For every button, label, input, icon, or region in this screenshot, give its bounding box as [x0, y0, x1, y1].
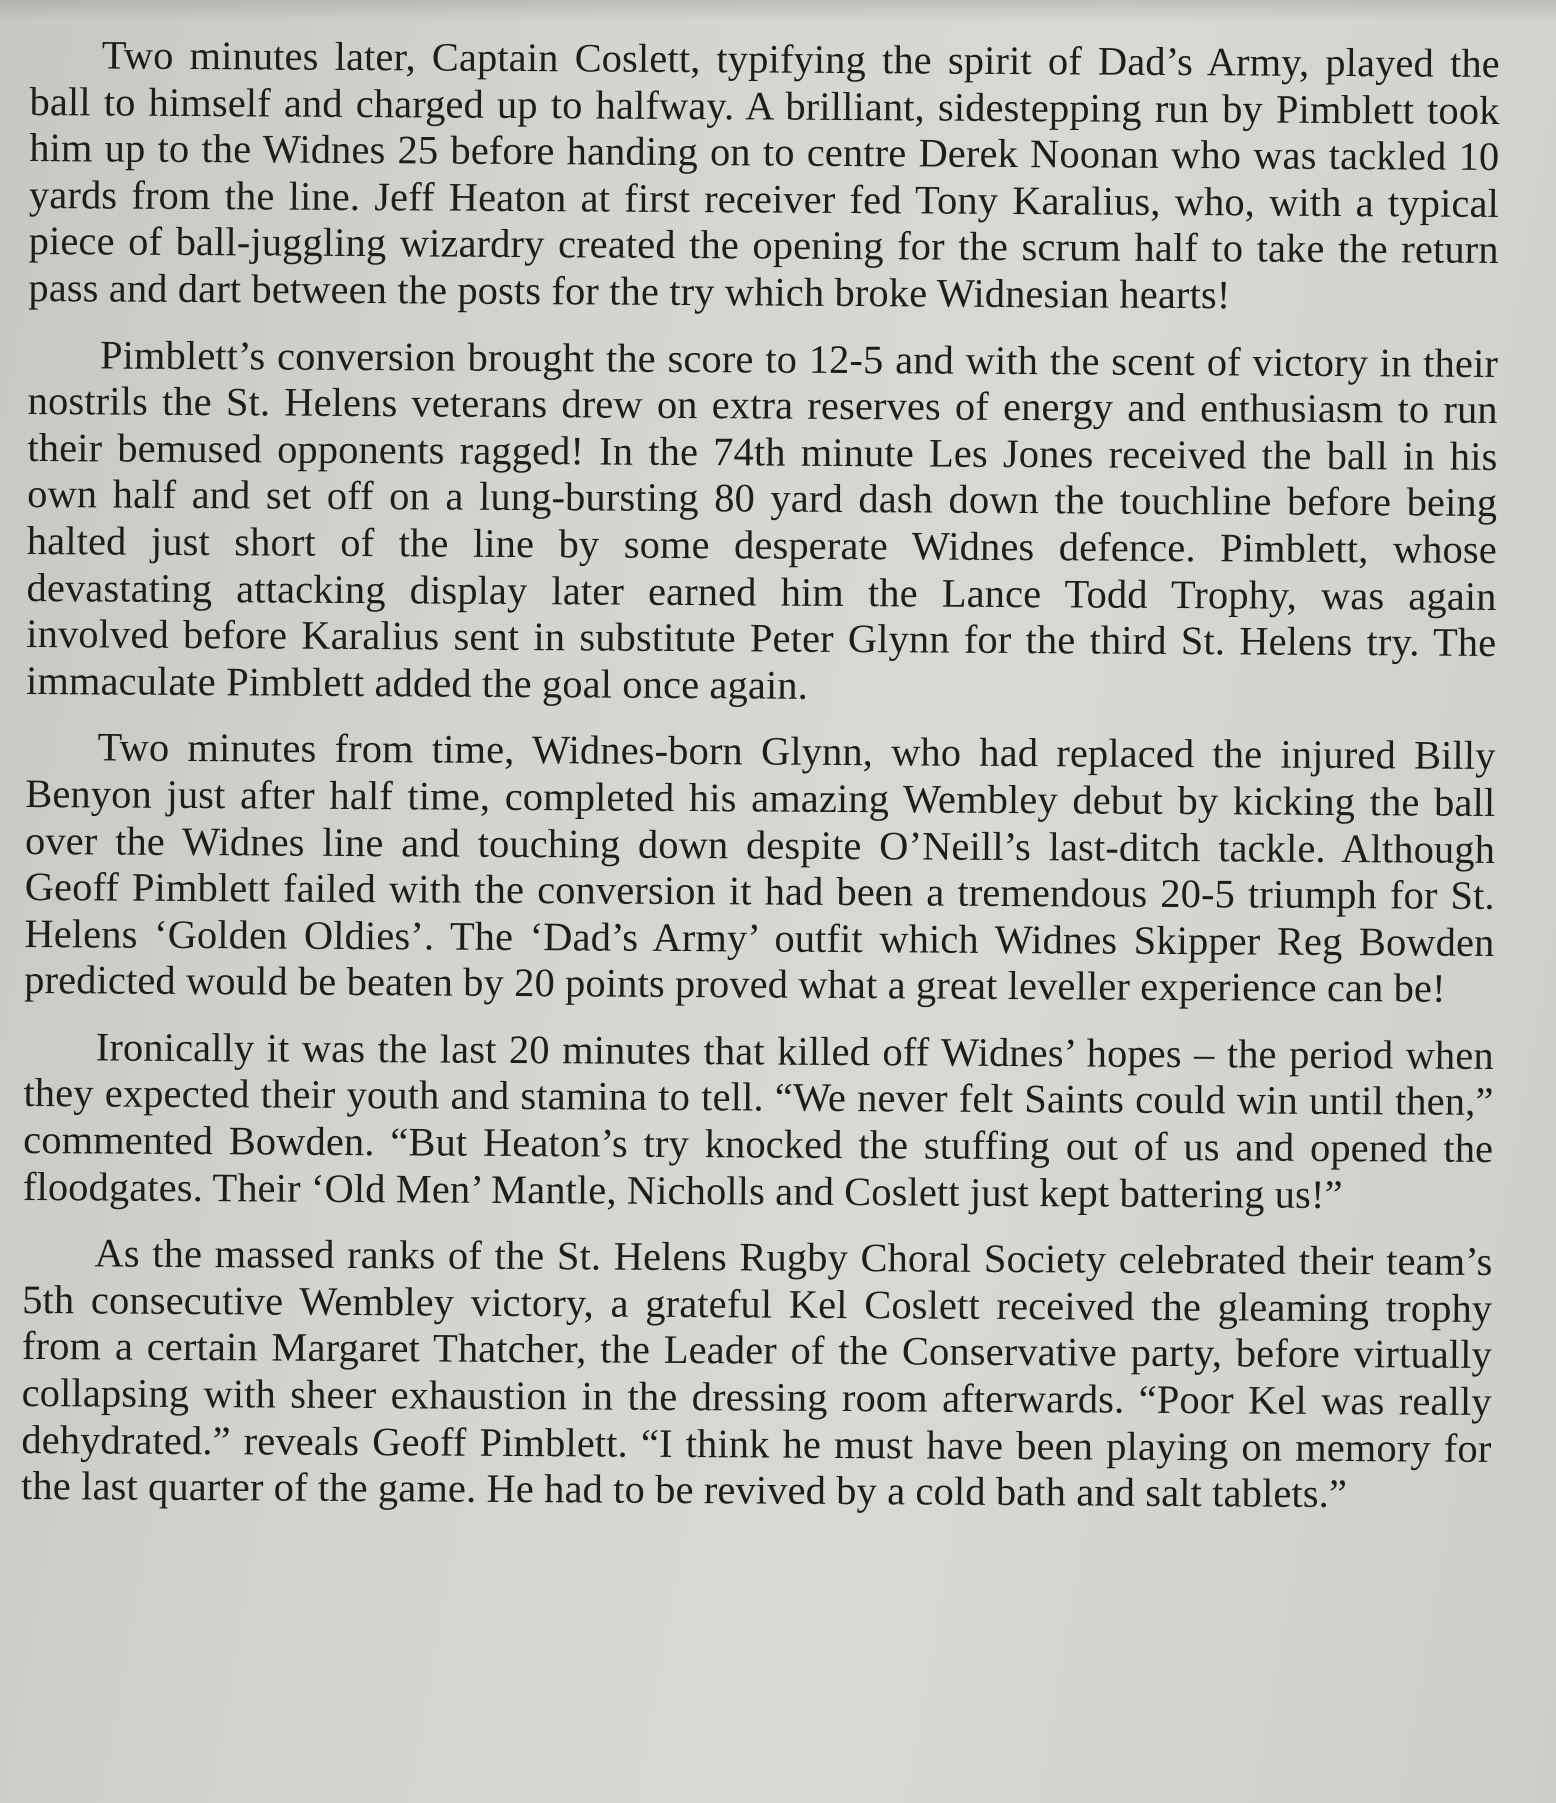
paragraph-1: Two minutes later, Captain Coslett, typifying the spirit of Dad’s Army, played the ball to himself and charged up to halfway. A brilliant, sidestepping run by Pimblett took him up to the Widnes 25 before handing on to centre Derek Noonan who was tackled 10 yards from the line. Jeff Heaton at first receiver fed Tony Karalius, who, with a typical piece of ball-juggling wizardry created the opening for the scrum half to take the return pass and dart between the posts for the try which broke Widnesian hearts!: [28, 32, 1500, 318]
paragraph-4: Ironically it was the last 20 minutes that killed off Widnes’ hopes – the period when they expected their youth and stamina to tell. “We never felt Saints could win until then,” commented Bowden. “But Heaton’s try knocked the stuffing out of us and opened the floodgates. Their ‘Old Men’ Mantle, Nicholls and Coslett just kept battering us!”: [22, 1024, 1494, 1217]
paragraph-3: Two minutes from time, Widnes-born Glynn, who had replaced the injured Billy Benyon just after half time, completed his amazing Wembley debut by kicking the ball over the Widnes line and touching down despite O’Neill’s last-ditch tackle. Although Geoff Pimblett failed with the conversion it had been a tremendous 20-5 triumph for St. Helens ‘Golden Oldies’. The ‘Dad’s Army’ outfit which Widnes Skipper Reg Bowden predicted would be beaten by 20 points proved what a great leveller experience can be!: [24, 724, 1496, 1011]
paragraph-5: As the massed ranks of the St. Helens Rugby Choral Society celebrated their team’s 5th consecutive Wembley victory, a grateful Kel Coslett received the gleaming trophy from a certain Margaret Thatcher, the Leader of the Conservative party, before virtually collapsing with sheer exhaustion in the dressing room afterwards. “Poor Kel was really dehydrated.” reveals Geoff Pimblett. “I think he must have been playing on memory for the last quarter of the game. He had to be revived by a cold bath and salt tablets.”: [20, 1230, 1493, 1517]
page-top-shadow: [0, 0, 1556, 22]
paragraph-2: Pimblett’s conversion brought the score to 12-5 and with the scent of victory in their nostrils the St. Helens veterans drew on extra reserves of energy and enthusiasm to run their bemused opponents ragged! In the 74th minute Les Jones received the ball in his own half and set off on a lung-bursting 80 yard dash down the touchline before being halted just short of the line by some desperate Widnes defence. Pimblett, whose devastating attacking display later earned him the Lance Todd Trophy, was again involved before Karalius sent in substitute Peter Glynn for the third St. Helens try. The immaculate Pimblett added the goal once again.: [25, 331, 1499, 708]
body-text: [21, 32, 1500, 1519]
